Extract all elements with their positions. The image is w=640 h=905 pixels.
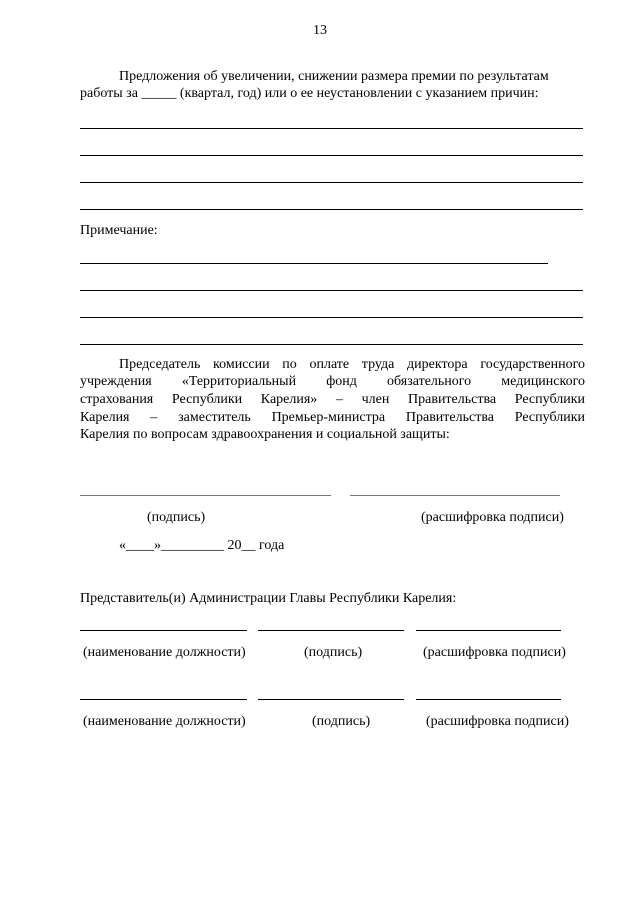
note-blank-line-3 — [80, 317, 583, 318]
rep2-position-line — [80, 699, 247, 700]
rep2-decoding-caption: (расшифровка подписи) — [426, 714, 569, 729]
proposal-line-1: Предложения об увеличении, снижении размера премии по результатам — [119, 69, 549, 84]
rep2-decoding-line — [416, 699, 561, 700]
page-number: 13 — [313, 23, 327, 38]
note-blank-line-2 — [80, 290, 583, 291]
proposal-blank-line-3 — [80, 182, 583, 183]
rep1-position-caption: (наименование должности) — [83, 645, 246, 660]
rep2-signature-caption: (подпись) — [312, 714, 371, 729]
rep2-position-caption: (наименование должности) — [83, 714, 246, 729]
proposal-blank-line-1 — [80, 128, 583, 129]
chairman-decoding-caption: (расшифровка подписи) — [421, 510, 564, 525]
chairman-line-3: страхования Республики Карелия» – член Правительства Республики — [80, 392, 585, 407]
chairman-signature-caption: (подпись) — [147, 510, 206, 525]
chairman-line-1: Председатель комиссии по оплате труда директора государственного — [119, 357, 585, 372]
chairman-signature-line — [80, 495, 331, 496]
chairman-line-5: Карелия по вопросам здравоохранения и социальной защиты: — [80, 427, 450, 442]
date-line: «____»_________ 20__ года — [119, 538, 285, 553]
rep2-signature-line — [258, 699, 404, 700]
proposal-blank-line-4 — [80, 209, 583, 210]
proposal-blank-line-2 — [80, 155, 583, 156]
chairman-line-4: Карелия – заместитель Премьер-министра Правительства Республики — [80, 410, 585, 425]
rep1-decoding-caption: (расшифровка подписи) — [423, 645, 566, 660]
chairman-line-2: учреждения «Территориальный фонд обязательного медицинского — [80, 374, 585, 389]
representatives-label: Представитель(и) Администрации Главы Республики Карелия: — [80, 591, 457, 606]
note-blank-line-1 — [80, 263, 548, 264]
rep1-signature-caption: (подпись) — [304, 645, 363, 660]
chairman-decoding-line — [350, 495, 560, 496]
note-blank-line-4 — [80, 344, 583, 345]
note-label: Примечание: — [80, 223, 158, 238]
rep1-decoding-line — [416, 630, 561, 631]
proposal-line-2: работы за _____ (квартал, год) или о ее неустановлении с указанием причин: — [80, 86, 539, 101]
rep1-signature-line — [258, 630, 404, 631]
rep1-position-line — [80, 630, 247, 631]
